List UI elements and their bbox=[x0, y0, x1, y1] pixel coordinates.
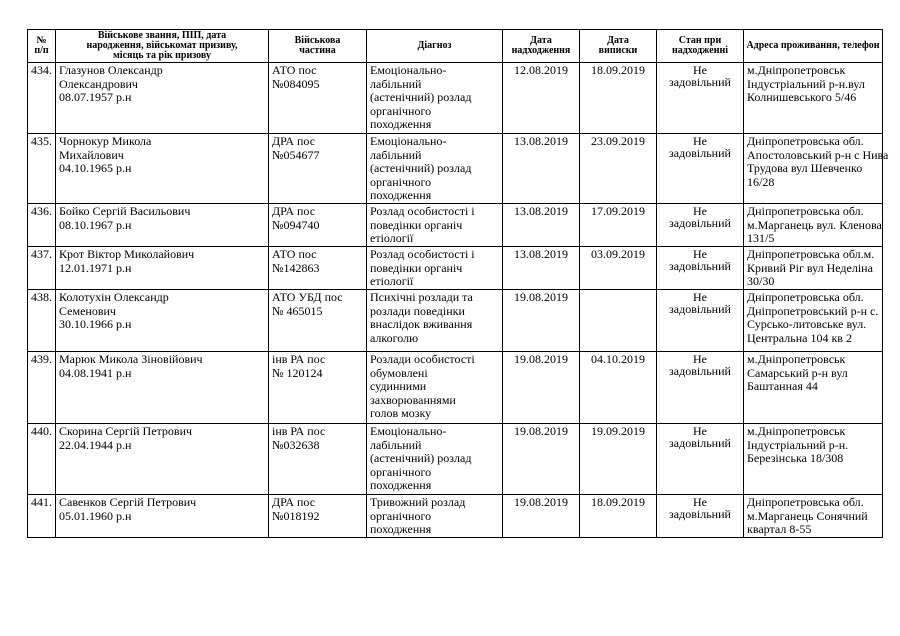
cell-line: 08.07.1957 р.н bbox=[59, 90, 132, 104]
cell-line: Дніпропетровська обл. bbox=[747, 134, 864, 148]
cell-line: внаслідок вживання bbox=[370, 317, 473, 331]
cell-line: походження bbox=[370, 522, 432, 536]
discharge-date-cell: 04.10.2019 bbox=[580, 352, 657, 424]
cell-line: Кривий Ріг вул Неделіна bbox=[747, 260, 873, 275]
row-number-cell: 434. bbox=[28, 63, 56, 134]
admission-date-cell: 13.08.2019 bbox=[503, 134, 580, 204]
cell-line: Самарський р-н вул bbox=[747, 365, 848, 380]
cell-line: інв РА пос bbox=[272, 424, 326, 438]
cell-line: Баштанная 44 bbox=[747, 379, 818, 393]
diagnosis-cell bbox=[367, 352, 503, 424]
cell-line: 30/30 bbox=[747, 274, 775, 288]
cell-line: 12.01.1971 р.н bbox=[59, 260, 132, 275]
row-number-cell: 438. bbox=[28, 290, 56, 352]
row-number-cell: 441. bbox=[28, 495, 56, 538]
cell-line: розлади поведінки bbox=[370, 303, 465, 318]
cell-line: ДРА пос bbox=[272, 134, 316, 148]
cell-line: народження, військомат призиву, bbox=[86, 40, 238, 51]
cell-line: етіології bbox=[370, 231, 414, 245]
cell-line: АТО пос bbox=[272, 63, 317, 77]
cell-line: Індустріальний р-н. bbox=[747, 437, 849, 452]
cell-line: АТО пос bbox=[272, 247, 317, 261]
cell-line: задовільний bbox=[669, 507, 731, 521]
cell-line: (астенічний) розлад bbox=[370, 161, 472, 175]
military-unit-cell bbox=[269, 204, 367, 247]
military-unit-cell bbox=[269, 290, 367, 352]
cell-line: Не bbox=[693, 290, 707, 304]
cell-line: Емоціонально- bbox=[370, 63, 447, 77]
cell-line: етіології bbox=[370, 274, 414, 288]
admission-state-cell bbox=[657, 352, 744, 424]
cell-line: м.Дніпропетровськ bbox=[747, 63, 846, 77]
address-cell bbox=[744, 204, 883, 247]
cell-line: захворюваннями bbox=[370, 392, 456, 407]
patient-registry-table bbox=[27, 29, 889, 538]
cell-line: Апостоловський р-н с Нива bbox=[747, 147, 889, 162]
cell-line: 08.10.1967 р.н bbox=[59, 217, 132, 232]
cell-line: Емоціонально- bbox=[370, 134, 447, 148]
document-page bbox=[27, 29, 889, 538]
table-row bbox=[28, 290, 883, 352]
cell-line: місяць та рік призову bbox=[113, 50, 211, 61]
address-cell bbox=[744, 290, 883, 352]
address-cell bbox=[744, 63, 883, 134]
cell-line: Глазунов Олександр bbox=[59, 63, 163, 77]
cell-line: задовільний bbox=[669, 302, 731, 316]
cell-line: м.Марганець вул. Кленова bbox=[747, 217, 882, 232]
table-row bbox=[28, 352, 883, 424]
cell-line: № 465015 bbox=[272, 303, 323, 318]
cell-line: 04.08.1941 р.н bbox=[59, 365, 132, 380]
cell-line: Семенович bbox=[59, 303, 116, 318]
cell-line: задовільний bbox=[669, 75, 731, 89]
admission-date-cell: 19.08.2019 bbox=[503, 424, 580, 495]
cell-line: походження bbox=[370, 117, 432, 131]
cell-line: Сурсько-литовське вул. bbox=[747, 317, 867, 331]
person-cell bbox=[56, 352, 269, 424]
table-row bbox=[28, 495, 883, 538]
admission-date-cell: 13.08.2019 bbox=[503, 204, 580, 247]
cell-line: Стан при bbox=[678, 35, 722, 46]
cell-line: органічного bbox=[370, 174, 432, 189]
cell-line: Не bbox=[693, 495, 707, 509]
diagnosis-cell bbox=[367, 247, 503, 290]
cell-line: Дата bbox=[607, 35, 629, 46]
cell-line: Колотухін Олександр bbox=[59, 290, 169, 304]
cell-line: Розлад особистості і bbox=[370, 204, 475, 218]
person-cell bbox=[56, 290, 269, 352]
table-row bbox=[28, 134, 883, 204]
admission-state-cell bbox=[657, 63, 744, 134]
cell-line: органічного bbox=[370, 464, 432, 479]
cell-line: 05.01.1960 р.н bbox=[59, 508, 132, 523]
col-header-number bbox=[28, 30, 56, 63]
address-cell bbox=[744, 352, 883, 424]
row-number-cell: 437. bbox=[28, 247, 56, 290]
cell-line: Колнишевського 5/46 bbox=[747, 90, 857, 104]
row-number-cell: 435. bbox=[28, 134, 56, 204]
cell-line: Олександрович bbox=[59, 76, 138, 91]
cell-line: Не bbox=[693, 134, 707, 148]
admission-state-cell bbox=[657, 424, 744, 495]
cell-line: Савенков Сергій Петрович bbox=[59, 495, 197, 509]
cell-line: надходженні bbox=[671, 45, 729, 56]
cell-line: органічного bbox=[370, 103, 432, 118]
table-row bbox=[28, 424, 883, 495]
cell-line: ДРА пос bbox=[272, 204, 316, 218]
cell-line: м.Дніпропетровськ bbox=[747, 352, 846, 366]
person-cell bbox=[56, 134, 269, 204]
cell-line: Не bbox=[693, 247, 707, 261]
cell-line: Скорина Сергій Петрович bbox=[59, 424, 193, 438]
cell-line: поведінки органіч bbox=[370, 217, 463, 232]
cell-line: Дніпропетровська обл. bbox=[747, 290, 864, 304]
address-cell bbox=[744, 495, 883, 538]
col-header-diagnosis bbox=[367, 30, 503, 63]
diagnosis-cell bbox=[367, 290, 503, 352]
address-cell bbox=[744, 247, 883, 290]
discharge-date-cell: 19.09.2019 bbox=[580, 424, 657, 495]
military-unit-cell bbox=[269, 63, 367, 134]
cell-line: №084095 bbox=[272, 76, 320, 91]
cell-line: Не bbox=[693, 63, 707, 77]
cell-line: Чорнокур Микола bbox=[59, 134, 152, 148]
discharge-date-cell bbox=[580, 290, 657, 352]
cell-line: задовільний bbox=[669, 259, 731, 273]
cell-line: Адреса проживання, телефон bbox=[746, 40, 880, 51]
cell-line: №142863 bbox=[272, 260, 320, 275]
cell-line: 16/28 bbox=[747, 174, 775, 189]
cell-line: походження bbox=[370, 188, 432, 202]
cell-line: №018192 bbox=[272, 508, 320, 523]
diagnosis-cell bbox=[367, 63, 503, 134]
cell-line: Дніпропетровська обл.м. bbox=[747, 247, 875, 261]
discharge-date-cell: 17.09.2019 bbox=[580, 204, 657, 247]
person-cell bbox=[56, 63, 269, 134]
cell-line: Не bbox=[693, 204, 707, 218]
military-unit-cell bbox=[269, 247, 367, 290]
cell-line: Центральна 104 кв 2 bbox=[747, 330, 852, 345]
cell-line: лабільний bbox=[370, 147, 422, 162]
row-number-cell: 439. bbox=[28, 352, 56, 424]
col-header-address bbox=[744, 30, 883, 63]
cell-line: 22.04.1944 р.н bbox=[59, 437, 132, 452]
cell-line: № 120124 bbox=[272, 365, 323, 380]
row-number-cell: 436. bbox=[28, 204, 56, 247]
cell-line: № bbox=[36, 35, 47, 46]
cell-line: квартал 8-55 bbox=[747, 522, 812, 536]
cell-line: №054677 bbox=[272, 147, 320, 162]
military-unit-cell bbox=[269, 352, 367, 424]
military-unit-cell bbox=[269, 495, 367, 538]
cell-line: Дата bbox=[530, 35, 552, 46]
admission-state-cell bbox=[657, 134, 744, 204]
cell-line: Трудова вул Шевченко bbox=[747, 161, 863, 175]
cell-line: Бойко Сергій Васильович bbox=[59, 204, 191, 218]
cell-line: Михайлович bbox=[59, 147, 124, 162]
cell-line: м.Дніпропетровськ bbox=[747, 424, 846, 438]
cell-line: м.Марганець Сонячний bbox=[747, 508, 868, 523]
table-header-row bbox=[28, 30, 883, 63]
cell-line: надходження bbox=[511, 45, 571, 56]
cell-line: Березінська 18/308 bbox=[747, 451, 844, 465]
col-header-admitted bbox=[503, 30, 580, 63]
cell-line: Військова bbox=[294, 35, 341, 46]
col-header-person bbox=[56, 30, 269, 63]
cell-line: задовільний bbox=[669, 216, 731, 230]
col-header-state bbox=[657, 30, 744, 63]
cell-line: походження bbox=[370, 478, 432, 492]
cell-line: Не bbox=[693, 424, 707, 438]
cell-line: 04.10.1965 р.н bbox=[59, 161, 132, 175]
discharge-date-cell: 18.09.2019 bbox=[580, 63, 657, 134]
cell-line: частина bbox=[299, 45, 336, 56]
cell-line: Дніпропетровська обл. bbox=[747, 495, 864, 509]
cell-line: Не bbox=[693, 352, 707, 366]
cell-line: лабільний bbox=[370, 437, 422, 452]
person-cell bbox=[56, 424, 269, 495]
admission-date-cell: 12.08.2019 bbox=[503, 63, 580, 134]
diagnosis-cell bbox=[367, 204, 503, 247]
cell-line: Дніпропетровська обл. bbox=[747, 204, 864, 218]
table-row bbox=[28, 204, 883, 247]
cell-line: задовільний bbox=[669, 364, 731, 378]
cell-line: Військове звання, ПІП, дата bbox=[97, 30, 227, 41]
address-cell bbox=[744, 134, 889, 204]
cell-line: задовільний bbox=[669, 436, 731, 450]
cell-line: 30.10.1966 р.н bbox=[59, 317, 132, 331]
cell-line: Розлад особистості і bbox=[370, 247, 475, 261]
admission-state-cell bbox=[657, 290, 744, 352]
cell-line: лабільний bbox=[370, 76, 422, 91]
cell-line: інв РА пос bbox=[272, 352, 326, 366]
col-header-discharged bbox=[580, 30, 657, 63]
cell-line: №094740 bbox=[272, 217, 320, 232]
diagnosis-cell bbox=[367, 424, 503, 495]
person-cell bbox=[56, 495, 269, 538]
discharge-date-cell: 23.09.2019 bbox=[580, 134, 657, 204]
admission-state-cell bbox=[657, 247, 744, 290]
cell-line: АТО УБД пос bbox=[272, 290, 343, 304]
discharge-date-cell: 03.09.2019 bbox=[580, 247, 657, 290]
cell-line: (астенічний) розлад bbox=[370, 90, 472, 104]
cell-line: (астенічний) розлад bbox=[370, 451, 472, 465]
cell-line: Діагноз bbox=[417, 40, 452, 51]
military-unit-cell bbox=[269, 424, 367, 495]
cell-line: Крот Віктор Миколайович bbox=[59, 247, 195, 261]
admission-date-cell: 19.08.2019 bbox=[503, 290, 580, 352]
admission-state-cell bbox=[657, 495, 744, 538]
cell-line: ДРА пос bbox=[272, 495, 316, 509]
row-number-cell: 440. bbox=[28, 424, 56, 495]
person-cell bbox=[56, 204, 269, 247]
cell-line: судинними bbox=[370, 379, 427, 393]
cell-line: №032638 bbox=[272, 437, 320, 452]
admission-date-cell: 13.08.2019 bbox=[503, 247, 580, 290]
address-cell bbox=[744, 424, 883, 495]
table-row bbox=[28, 63, 883, 134]
person-cell bbox=[56, 247, 269, 290]
cell-line: поведінки органіч bbox=[370, 260, 463, 275]
cell-line: Емоціонально- bbox=[370, 424, 447, 438]
cell-line: органічного bbox=[370, 508, 432, 523]
cell-line: Марюк Микола Зіновійович bbox=[59, 352, 203, 366]
cell-line: Дніпропетровський р-н с. bbox=[747, 303, 879, 318]
cell-line: 131/5 bbox=[747, 231, 775, 245]
cell-line: Розлади особистості bbox=[370, 352, 475, 366]
diagnosis-cell bbox=[367, 134, 503, 204]
cell-line: обумовлені bbox=[370, 365, 428, 380]
cell-line: алкоголю bbox=[370, 330, 419, 345]
table-body bbox=[28, 63, 889, 538]
admission-state-cell bbox=[657, 204, 744, 247]
admission-date-cell: 19.08.2019 bbox=[503, 352, 580, 424]
cell-line: задовільний bbox=[669, 146, 731, 160]
admission-date-cell: 19.08.2019 bbox=[503, 495, 580, 538]
cell-line: Психічні розлади та bbox=[370, 290, 473, 304]
cell-line: п/п bbox=[34, 45, 49, 56]
cell-line: голов мозку bbox=[370, 406, 432, 420]
military-unit-cell bbox=[269, 134, 367, 204]
discharge-date-cell: 18.09.2019 bbox=[580, 495, 657, 538]
diagnosis-cell bbox=[367, 495, 503, 538]
col-header-unit bbox=[269, 30, 367, 63]
cell-line: виписки bbox=[598, 45, 638, 56]
table-row bbox=[28, 247, 883, 290]
cell-line: Індустріальний р-н.вул bbox=[747, 76, 865, 91]
cell-line: Тривожний розлад bbox=[370, 495, 466, 509]
